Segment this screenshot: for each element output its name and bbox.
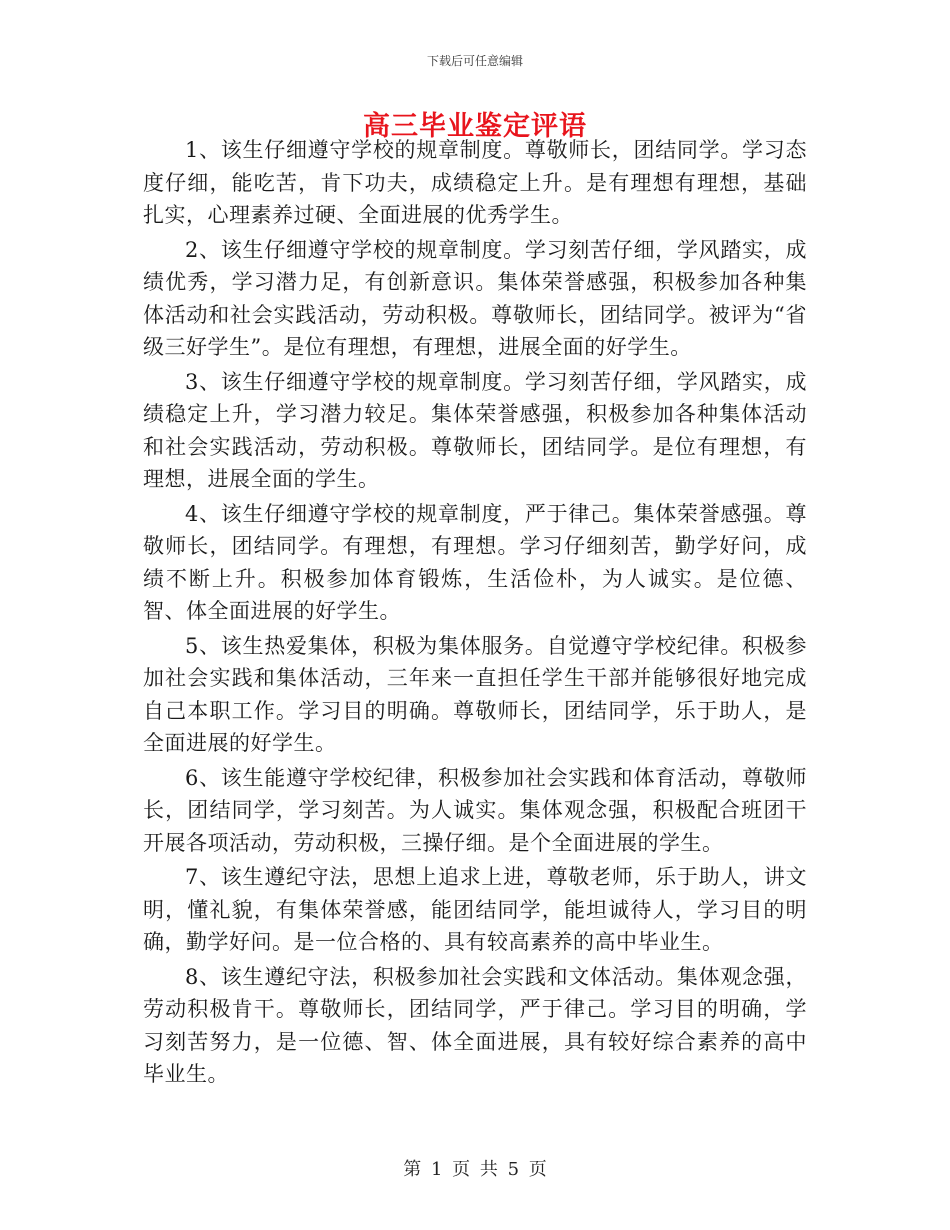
paragraph-1: 1、该生仔细遵守学校的规章制度。尊敬师长，团结同学。学习态度仔细，能吃苦，肯下功夫，成绩稳定上升。是有理想有理想，基础扎实，心理素养过硬、全面进展的优秀学生。: [143, 138, 807, 227]
paragraph-7: 7、该生遵纪守法，思想上追求上进，尊敬老师，乐于助人，讲文明，懂礼貌，有集体荣誉感，能团结同学，能坦诚待人，学习目的明确，勤学好问。是一位合格的、具有较高素养的高中毕业生。: [143, 865, 807, 954]
paragraph-2: 2、该生仔细遵守学校的规章制度。学习刻苦仔细，学风踏实，成绩优秀，学习潜力足，有创新意识。集体荣誉感强，积极参加各种集体活动和社会实践活动，劳动积极。尊敬师长，团结同学。被评为“省级三好学生”。是位有理想，有理想，进展全面的好学生。: [143, 237, 807, 359]
paragraph-3: 3、该生仔细遵守学校的规章制度。学习刻苦仔细，学风踏实，成绩稳定上升，学习潜力较足。集体荣誉感强，积极参加各种集体活动和社会实践活动，劳动积极。尊敬师长，团结同学。是位有理想，有理想，进展全面的学生。: [143, 369, 807, 491]
paragraph-4: 4、该生仔细遵守学校的规章制度，严于律己。集体荣誉感强。尊敬师长，团结同学。有理想，有理想。学习仔细刻苦，勤学好问，成绩不断上升。积极参加体育锻炼，生活俭朴，为人诚实。是位德、智、体全面进展的好学生。: [143, 501, 807, 623]
document-body: [143, 134, 807, 1093]
document-title: 高三毕业鉴定评语: [363, 111, 587, 142]
paragraph-8: 8、该生遵纪守法，积极参加社会实践和文体活动。集体观念强，劳动积极肯干。尊敬师长，团结同学，严于律己。学习目的明确，学习刻苦努力，是一位德、智、体全面进展，具有较好综合素养的高中毕业生。: [143, 964, 807, 1086]
paragraph-5: 5、该生热爱集体，积极为集体服务。自觉遵守学校纪律。积极参加社会实践和集体活动，三年来一直担任学生干部并能够很好地完成自己本职工作。学习目的明确。尊敬师长，团结同学，乐于助人，是全面进展的好学生。: [143, 633, 807, 755]
paragraph-6: 6、该生能遵守学校纪律，积极参加社会实践和体育活动，尊敬师长，团结同学，学习刻苦。为人诚实。集体观念强，积极配合班团干开展各项活动，劳动积极，三操仔细。是个全面进展的学生。: [143, 765, 807, 855]
header-note: 下载后可任意编辑: [426, 54, 523, 68]
page-number: 第 1 页 共 5 页: [403, 1159, 547, 1180]
